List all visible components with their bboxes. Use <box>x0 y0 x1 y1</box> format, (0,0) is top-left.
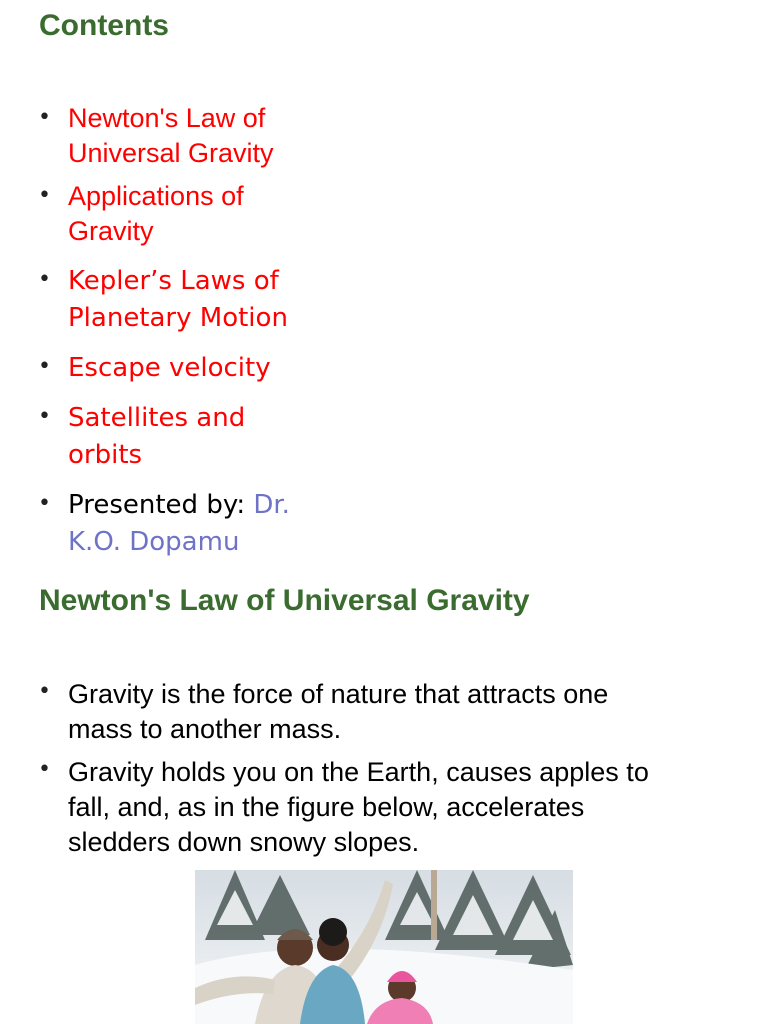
body-line: sledders down snowy slopes. <box>68 827 420 857</box>
contents-item-keplers-laws[interactable] <box>68 263 288 337</box>
bullet-dot-icon: • <box>38 105 51 130</box>
contents-heading: Contents <box>39 9 169 42</box>
section-bullet-gravity-definition <box>68 677 608 747</box>
contents-item-line: Satellites and <box>68 403 246 433</box>
contents-item-line: Planetary Motion <box>68 303 288 333</box>
presenter-line <box>68 487 290 561</box>
bullet-dot-icon: • <box>38 183 51 208</box>
section-heading: Newton's Law of Universal Gravity <box>39 584 530 617</box>
bullet-dot-icon: • <box>38 757 51 782</box>
presenter-name: Dr. <box>253 490 290 520</box>
bullet-dot-icon: • <box>38 491 51 516</box>
contents-item-line: Newton's Law of <box>68 103 266 133</box>
sledding-family-photo <box>195 870 573 1024</box>
sledding-family-illustration <box>195 870 573 1024</box>
contents-item-line: Kepler’s Laws of <box>68 266 279 296</box>
contents-item-line: Escape velocity <box>68 353 271 383</box>
bullet-dot-icon: • <box>38 267 51 292</box>
body-line: Gravity holds you on the Earth, causes apples to <box>68 757 649 787</box>
body-line: fall, and, as in the figure below, accelerates <box>68 792 585 822</box>
contents-item-satellites[interactable] <box>68 400 245 474</box>
contents-item-escape-velocity[interactable] <box>68 350 271 387</box>
bullet-dot-icon: • <box>38 404 51 429</box>
contents-item-line: Applications of <box>68 181 244 211</box>
bullet-dot-icon: • <box>38 354 51 379</box>
presenter-name-continued: K.O. Dopamu <box>68 527 240 557</box>
contents-item-line: Gravity <box>68 216 154 246</box>
contents-item-applications[interactable] <box>68 179 244 249</box>
body-line: mass to another mass. <box>68 714 342 744</box>
contents-item-line: Universal Gravity <box>68 138 274 168</box>
body-line: Gravity is the force of nature that attracts one <box>68 679 609 709</box>
contents-item-line: orbits <box>68 440 143 470</box>
bullet-dot-icon: • <box>38 679 51 704</box>
presenter-label: Presented by: <box>68 490 254 520</box>
contents-item-newtons-law[interactable] <box>68 101 274 171</box>
section-bullet-gravity-examples <box>68 755 649 860</box>
